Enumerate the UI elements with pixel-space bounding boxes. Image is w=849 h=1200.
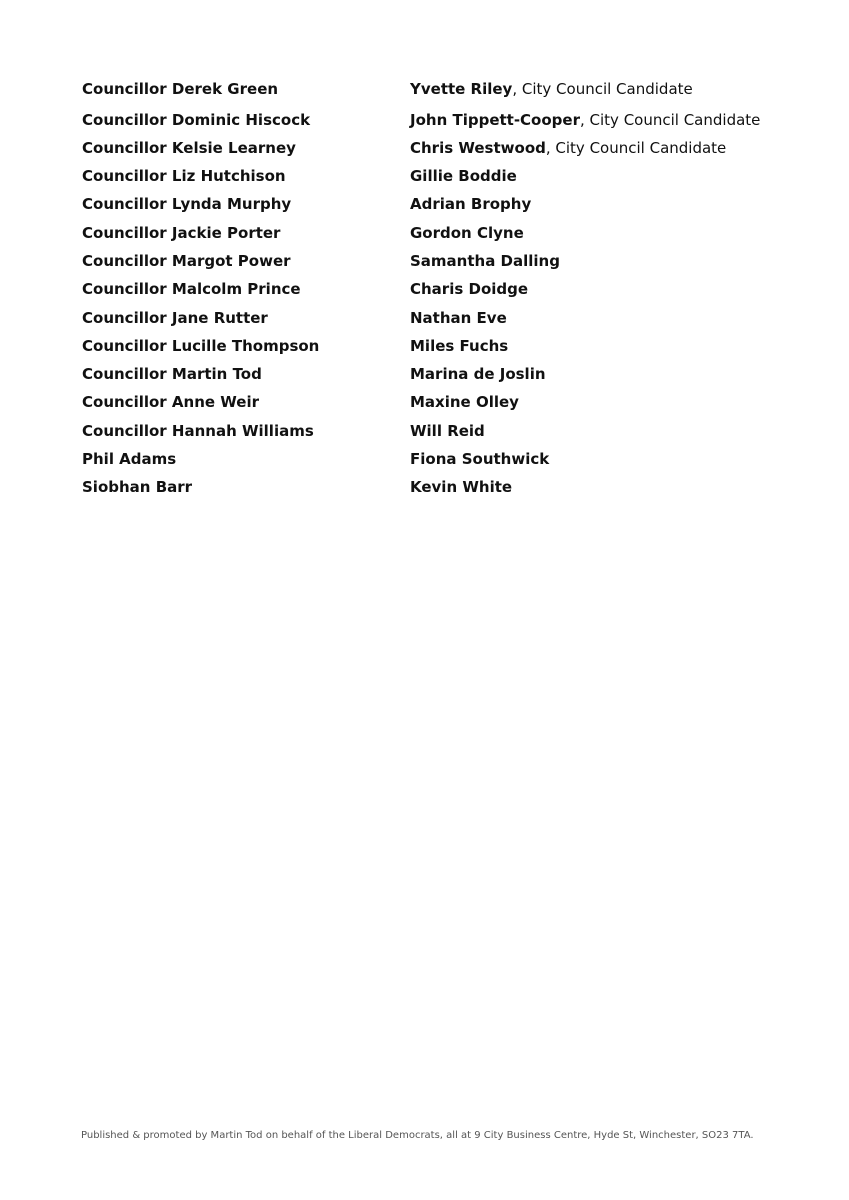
list-item bbox=[82, 447, 319, 475]
supporter-name: Kevin White bbox=[410, 478, 513, 497]
list-item bbox=[410, 192, 760, 220]
list-item bbox=[82, 419, 319, 447]
supporter-name: Charis Doidge bbox=[410, 280, 529, 299]
list-item bbox=[82, 334, 319, 362]
supporter-name: Phil Adams bbox=[82, 450, 177, 469]
list-item bbox=[410, 419, 760, 447]
supporter-name: Siobhan Barr bbox=[82, 478, 193, 497]
supporter-name: Miles Fuchs bbox=[410, 336, 509, 355]
supporter-role: , City Council Candidate bbox=[579, 110, 761, 129]
list-item bbox=[410, 249, 760, 277]
list-item bbox=[82, 362, 319, 390]
list-item bbox=[82, 221, 319, 249]
list-item bbox=[82, 306, 319, 334]
list-item bbox=[410, 390, 760, 418]
supporters-list-left bbox=[82, 77, 319, 504]
supporter-name: Councillor Jane Rutter bbox=[82, 308, 268, 327]
supporter-name: Marina de Joslin bbox=[410, 365, 546, 384]
list-item bbox=[410, 334, 760, 362]
supporter-role: , City Council Candidate bbox=[545, 138, 727, 157]
supporter-name: Adrian Brophy bbox=[410, 195, 532, 214]
supporter-name: Samantha Dalling bbox=[410, 251, 560, 270]
list-item bbox=[82, 277, 319, 305]
list-item bbox=[82, 108, 319, 136]
supporter-name: Councillor Margot Power bbox=[82, 251, 291, 270]
supporter-name: Councillor Lynda Murphy bbox=[82, 195, 292, 214]
list-item bbox=[82, 136, 319, 164]
list-item bbox=[82, 390, 319, 418]
list-item bbox=[410, 221, 760, 249]
list-item bbox=[410, 362, 760, 390]
supporter-name: Gordon Clyne bbox=[410, 223, 524, 242]
supporter-name: Councillor Dominic Hiscock bbox=[82, 110, 311, 129]
list-item bbox=[82, 192, 319, 220]
supporter-name: Councillor Derek Green bbox=[82, 80, 279, 98]
supporter-name: Nathan Eve bbox=[410, 308, 507, 327]
supporter-name: Councillor Jackie Porter bbox=[82, 223, 281, 242]
list-item bbox=[82, 164, 319, 192]
list-item bbox=[410, 164, 760, 192]
supporter-name: Fiona Southwick bbox=[410, 450, 550, 469]
imprint-footer: Published & promoted by Martin Tod on behalf of the Liberal Democrats, all at 9 City Business Centre, Hyde St, Winchester, SO23 7TA. bbox=[81, 1130, 754, 1141]
list-item bbox=[410, 306, 760, 334]
supporter-name: Councillor Malcolm Prince bbox=[82, 280, 301, 299]
supporter-name: Gillie Boddie bbox=[410, 167, 517, 186]
supporters-list-right bbox=[410, 77, 760, 504]
list-item bbox=[410, 77, 760, 108]
list-item bbox=[82, 475, 319, 503]
list-item bbox=[82, 77, 319, 108]
list-item bbox=[410, 277, 760, 305]
list-item bbox=[410, 108, 760, 136]
supporter-name: Maxine Olley bbox=[410, 393, 519, 412]
supporter-name: Chris Westwood bbox=[410, 138, 546, 157]
supporter-name: John Tippett-Cooper bbox=[410, 110, 580, 129]
supporter-name: Yvette Riley bbox=[410, 80, 513, 98]
supporter-name: Will Reid bbox=[410, 421, 485, 440]
list-item bbox=[410, 475, 760, 503]
list-item bbox=[82, 249, 319, 277]
supporter-name: Councillor Hannah Williams bbox=[82, 421, 314, 440]
supporter-name: Councillor Kelsie Learney bbox=[82, 138, 296, 157]
supporter-name: Councillor Anne Weir bbox=[82, 393, 259, 412]
supporter-role: , City Council Candidate bbox=[512, 80, 693, 98]
supporter-name: Councillor Martin Tod bbox=[82, 365, 262, 384]
list-item bbox=[410, 447, 760, 475]
supporter-name: Councillor Lucille Thompson bbox=[82, 336, 320, 355]
supporter-name: Councillor Liz Hutchison bbox=[82, 167, 286, 186]
list-item bbox=[410, 136, 760, 164]
